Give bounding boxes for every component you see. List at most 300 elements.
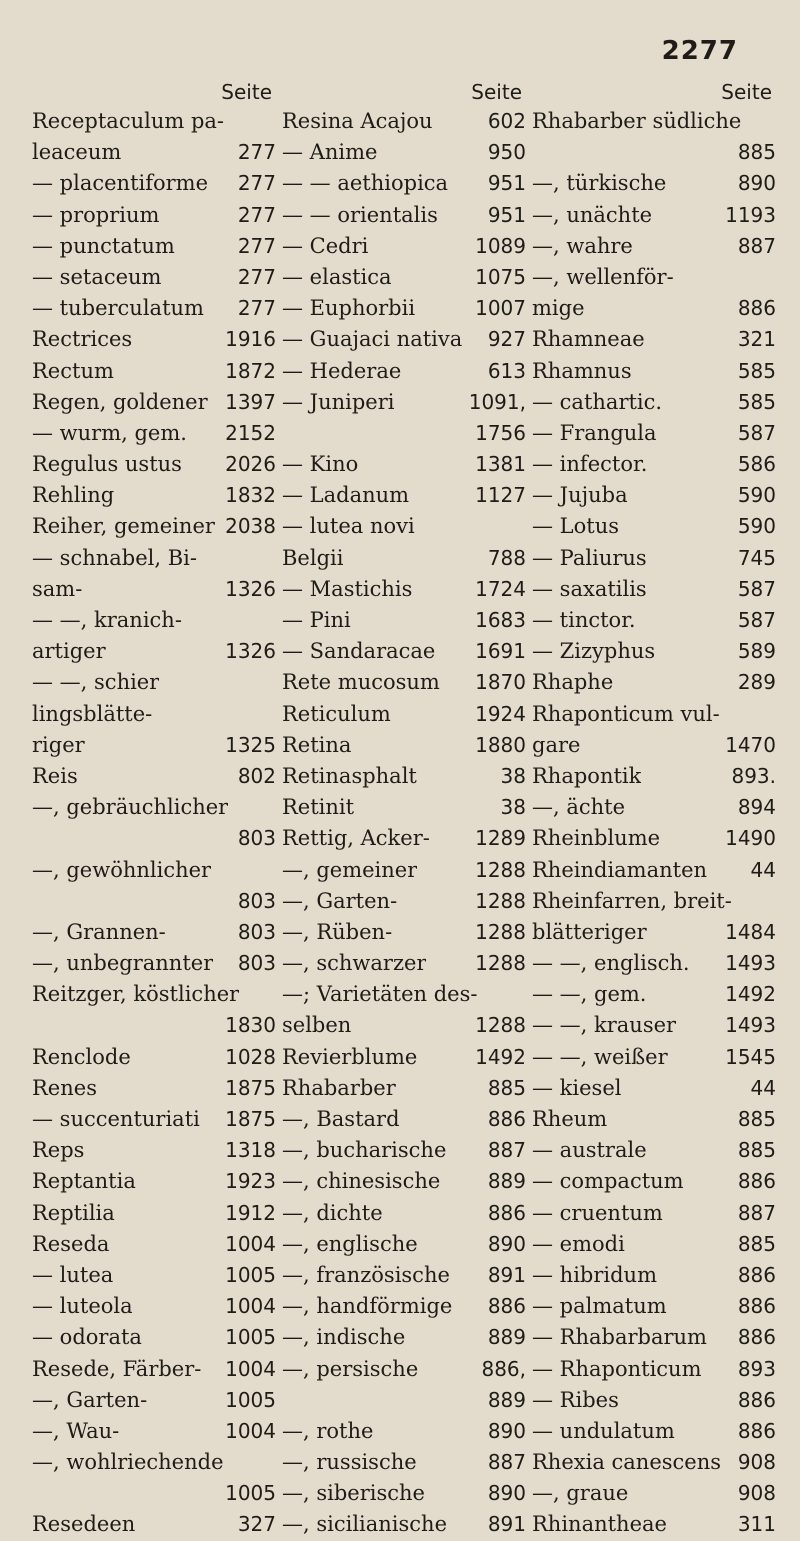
entry-term: Rhexia canescens	[532, 1450, 722, 1475]
entry-page-number: 887	[487, 1450, 526, 1475]
entry-page-number: 889	[487, 1325, 526, 1350]
entry-page-number: 803	[237, 919, 276, 944]
index-entry	[532, 886, 782, 917]
entry-page-number: 585	[737, 389, 776, 414]
entry-page-number: 1916	[225, 327, 276, 352]
index-entry	[532, 855, 782, 886]
index-entry	[532, 1104, 782, 1135]
entry-page-number: 886	[487, 1200, 526, 1225]
entry-page-number: 886	[737, 1418, 776, 1443]
entry-page-number: 886	[737, 1294, 776, 1319]
index-entry	[32, 1416, 282, 1447]
index-entry	[282, 293, 532, 324]
index-entry	[282, 792, 532, 823]
index-entry	[532, 1322, 782, 1353]
entry-term: — Rhaponticum	[532, 1356, 702, 1381]
index-entry	[32, 137, 282, 168]
index-entry	[282, 1322, 532, 1353]
entry-page-number: 885	[737, 1107, 776, 1131]
index-entry	[32, 387, 282, 418]
entry-page-number: 586	[737, 452, 776, 477]
entry-page-number: 1490	[725, 826, 776, 851]
entry-page-number: 950	[487, 140, 526, 165]
entry-term: — succenturiati	[32, 1107, 200, 1131]
entry-page-number: 1288	[475, 951, 526, 976]
entry-page-number: 1075	[475, 264, 526, 289]
entry-page-number: 803	[237, 826, 276, 851]
index-entry	[32, 168, 282, 199]
entry-page-number: 1127	[475, 483, 526, 508]
index-entry	[532, 200, 782, 231]
index-entry	[282, 886, 532, 917]
entry-page-number: 1005	[225, 1387, 276, 1412]
entry-page-number: 1193	[725, 202, 776, 227]
entry-term: Resedeen	[32, 1512, 136, 1537]
entry-term: — Lotus	[532, 514, 620, 539]
entry-term: — Frangula	[532, 420, 657, 445]
entry-term: —, persische	[282, 1356, 419, 1381]
entry-term: Regen, goldener	[32, 389, 208, 414]
index-entry	[282, 823, 532, 854]
entry-page-number: 1484	[725, 919, 776, 944]
entry-term: — elastica	[282, 264, 392, 289]
index-entry	[282, 699, 532, 730]
index-entry	[282, 418, 532, 449]
index-entry	[532, 1447, 782, 1478]
entry-term: Reis	[32, 763, 78, 788]
entry-term: selben	[282, 1013, 352, 1038]
entry-page-number: 951	[487, 171, 526, 196]
entry-page-number: 1830	[225, 1013, 276, 1038]
entry-term: —, schwarzer	[282, 951, 427, 976]
entry-term: —, Garten-	[282, 888, 398, 913]
entry-page-number: 277	[237, 296, 276, 321]
index-entry	[532, 917, 782, 948]
index-entry	[532, 605, 782, 636]
index-entry	[32, 293, 282, 324]
entry-page-number: 1005	[225, 1481, 276, 1506]
entry-term: —, gewöhnlicher	[32, 857, 212, 882]
entry-page-number: 887	[737, 233, 776, 258]
index-entry	[532, 1010, 782, 1041]
entry-page-number: 891	[487, 1512, 526, 1537]
entry-term: Renclode	[32, 1044, 131, 1069]
index-entry	[32, 449, 282, 480]
index-entry	[532, 324, 782, 355]
entry-page-number: 1089	[475, 233, 526, 258]
entry-page-number: 2026	[225, 452, 276, 477]
index-entry	[282, 1385, 532, 1416]
index-entry	[282, 636, 532, 667]
index-entry	[282, 387, 532, 418]
index-entry	[32, 1135, 282, 1166]
index-entry	[532, 231, 782, 262]
index-entry	[282, 979, 532, 1010]
entry-page-number: 890	[487, 1231, 526, 1256]
entry-term: Reps	[32, 1138, 85, 1163]
index-entry	[32, 761, 282, 792]
entry-page-number: 38	[500, 795, 526, 820]
entry-page-number: 803	[237, 951, 276, 976]
entry-page-number: 590	[737, 483, 776, 508]
entry-page-number: 613	[487, 358, 526, 383]
index-entry	[282, 730, 532, 761]
entry-term: —, unächte	[532, 202, 653, 227]
index-entry	[32, 106, 282, 137]
entry-term: —, ächte	[532, 795, 626, 820]
index-entry	[282, 1073, 532, 1104]
column-heading: Seite	[471, 80, 522, 104]
entry-term: Retina	[282, 732, 352, 757]
index-entry	[532, 511, 782, 542]
entry-page-number: 908	[737, 1450, 776, 1475]
entry-page-number: 803	[237, 888, 276, 913]
entry-page-number: 321	[737, 327, 776, 352]
index-entry	[32, 979, 282, 1010]
entry-term: — Sandaracae	[282, 639, 436, 664]
entry-page-number: 1005	[225, 1262, 276, 1287]
entry-term: Rhinantheae	[532, 1512, 667, 1537]
entry-term: —, chinesische	[282, 1169, 441, 1194]
entry-term: — hibridum	[532, 1262, 657, 1287]
index-entry	[282, 356, 532, 387]
index-entry	[282, 324, 532, 355]
page-number: 2277	[661, 36, 738, 66]
entry-page-number: 885	[487, 1075, 526, 1100]
index-entry	[282, 168, 532, 199]
entry-term: Rheum	[532, 1107, 608, 1131]
entry-term: Rhamnus	[532, 358, 632, 383]
entry-term: —, handförmige	[282, 1294, 453, 1319]
entry-term: —, sicilianische	[282, 1512, 448, 1537]
index-entry	[282, 262, 532, 293]
entry-page-number: 1326	[225, 639, 276, 664]
entry-page-number: 1492	[475, 1044, 526, 1069]
entry-term: — Jujuba	[532, 483, 628, 508]
index-entry	[532, 262, 782, 293]
entry-page-number: 1397	[225, 389, 276, 414]
entry-term: Reptantia	[32, 1169, 136, 1194]
entry-page-number: 1288	[475, 1013, 526, 1038]
entry-term: — lutea	[32, 1262, 114, 1287]
index-entry	[282, 917, 532, 948]
entry-page-number: 886	[737, 1325, 776, 1350]
entry-term: —, englische	[282, 1231, 418, 1256]
entry-term: —, indische	[282, 1325, 406, 1350]
entry-term: — cruentum	[532, 1200, 663, 1225]
entry-page-number: 589	[737, 639, 776, 664]
index-entry	[532, 1073, 782, 1104]
entry-page-number: 885	[737, 1138, 776, 1163]
index-entry	[282, 1416, 532, 1447]
entry-page-number: 44	[750, 857, 776, 882]
index-entry	[282, 948, 532, 979]
entry-term: gare	[532, 732, 581, 757]
entry-term: — setaceum	[32, 264, 162, 289]
index-entry	[32, 1229, 282, 1260]
entry-term: — Guajaci nativa	[282, 327, 463, 352]
entry-term: — saxatilis	[532, 576, 647, 601]
index-entry	[32, 1291, 282, 1322]
entry-page-number: 2038	[225, 514, 276, 539]
index-entry	[282, 106, 532, 137]
index-entry	[32, 1198, 282, 1229]
index-entry	[32, 324, 282, 355]
entry-page-number: 277	[237, 264, 276, 289]
entry-term: Rehling	[32, 483, 115, 508]
entry-term: — —, gem.	[532, 982, 647, 1007]
index-entry	[532, 792, 782, 823]
entry-term: — Euphorbii	[282, 296, 416, 321]
entry-page-number: 889	[487, 1169, 526, 1194]
entry-page-number: 327	[237, 1512, 276, 1537]
entry-term: — — aethiopica	[282, 171, 449, 196]
entry-term: Reticulum	[282, 701, 391, 726]
entry-term: — australe	[532, 1138, 647, 1163]
index-entry	[32, 1447, 282, 1478]
entry-term: —, Rüben-	[282, 919, 393, 944]
entry-page-number: 1691	[475, 639, 526, 664]
entry-page-number: 1028	[225, 1044, 276, 1069]
entry-page-number: 1007	[475, 296, 526, 321]
index-entry	[282, 1447, 532, 1478]
index-entry	[282, 667, 532, 698]
entry-term: — emodi	[532, 1231, 625, 1256]
index-entry	[532, 1229, 782, 1260]
index-entry	[32, 200, 282, 231]
index-entry	[282, 1260, 532, 1291]
entry-term: — wurm, gem.	[32, 420, 187, 445]
index-entry	[532, 387, 782, 418]
index-entry	[282, 1478, 532, 1509]
index-entry	[32, 636, 282, 667]
entry-page-number: 587	[737, 420, 776, 445]
index-entry	[32, 418, 282, 449]
entry-term: — Pini	[282, 608, 351, 632]
entry-term: —, wellenför-	[532, 264, 674, 289]
entry-page-number: 44	[750, 1075, 776, 1100]
entry-page-number: 1492	[725, 982, 776, 1007]
index-entry	[32, 1322, 282, 1353]
index-entry	[32, 605, 282, 636]
index-entry	[282, 231, 532, 262]
index-entry	[32, 948, 282, 979]
entry-page-number: 745	[737, 545, 776, 570]
entry-page-number: 1545	[725, 1044, 776, 1069]
entry-term: — infector.	[532, 452, 648, 477]
column-heading: Seite	[221, 80, 272, 104]
index-entry	[32, 1073, 282, 1104]
entry-term: leaceum	[32, 140, 122, 165]
index-entry	[532, 1042, 782, 1073]
index-entry	[32, 543, 282, 574]
entry-page-number: 908	[737, 1481, 776, 1506]
entry-page-number: 802	[237, 763, 276, 788]
entry-page-number: 1381	[475, 452, 526, 477]
index-entry	[282, 761, 532, 792]
index-entry	[282, 480, 532, 511]
index-entry	[32, 356, 282, 387]
entry-term: —, Bastard	[282, 1107, 400, 1131]
entry-page-number: 1912	[225, 1200, 276, 1225]
entry-page-number: 587	[737, 576, 776, 601]
index-entry	[532, 1166, 782, 1197]
index-columns	[32, 78, 784, 1541]
index-entry	[282, 1198, 532, 1229]
entry-page-number: 1724	[475, 576, 526, 601]
entry-page-number: 788	[487, 545, 526, 570]
entry-page-number: 1004	[225, 1294, 276, 1319]
entry-page-number: 1004	[225, 1418, 276, 1443]
entry-page-number: 1004	[225, 1231, 276, 1256]
entry-page-number: 1872	[225, 358, 276, 383]
entry-term: Regulus ustus	[32, 452, 182, 477]
entry-page-number: 886	[737, 296, 776, 321]
index-entry	[532, 1354, 782, 1385]
entry-term: Rhaphe	[532, 670, 614, 695]
index-entry	[532, 418, 782, 449]
index-entry	[282, 1509, 532, 1540]
entry-term: —, wahre	[532, 233, 633, 258]
entry-term: Belgii	[282, 545, 344, 570]
entry-term: Rhabarber südliche	[532, 109, 742, 133]
index-entry	[32, 1385, 282, 1416]
index-entry	[32, 480, 282, 511]
entry-page-number: 277	[237, 140, 276, 165]
index-entry	[32, 1042, 282, 1073]
entry-page-number: 886	[737, 1169, 776, 1194]
index-entry	[532, 574, 782, 605]
index-entry	[532, 1416, 782, 1447]
entry-term: — Kino	[282, 452, 359, 477]
entry-page-number: 1091,	[468, 389, 526, 414]
index-entry	[32, 917, 282, 948]
entry-page-number: 1325	[225, 732, 276, 757]
index-entry	[282, 1104, 532, 1135]
entry-page-number: 927	[487, 327, 526, 352]
index-entry	[532, 1198, 782, 1229]
entry-page-number: 894	[737, 795, 776, 820]
index-entry	[532, 636, 782, 667]
entry-term: riger	[32, 732, 85, 757]
entry-term: Rete mucosum	[282, 670, 440, 695]
entry-term: — Zizyphus	[532, 639, 656, 664]
index-entry	[32, 730, 282, 761]
index-entry	[32, 1354, 282, 1385]
entry-term: — palmatum	[532, 1294, 667, 1319]
entry-page-number: 38	[500, 763, 526, 788]
index-entry	[32, 1166, 282, 1197]
entry-term: — schnabel, Bi-	[32, 545, 197, 570]
entry-term: — —, kranich-	[32, 608, 182, 632]
entry-term: —, gemeiner	[282, 857, 418, 882]
column-heading: Seite	[721, 80, 772, 104]
entry-page-number: 277	[237, 171, 276, 196]
entry-page-number: 1493	[725, 951, 776, 976]
entry-term: — kiesel	[532, 1075, 622, 1100]
index-entry	[532, 168, 782, 199]
index-entry	[32, 699, 282, 730]
index-entry	[282, 1166, 532, 1197]
index-entry	[532, 1135, 782, 1166]
entry-page-number: 2152	[225, 420, 276, 445]
entry-term: — —, krauser	[532, 1013, 677, 1038]
entry-term: — —, schier	[32, 670, 160, 695]
index-entry	[282, 1042, 532, 1073]
entry-term: —, unbegrannter	[32, 951, 214, 976]
entry-term: — undulatum	[532, 1418, 675, 1443]
index-entry	[32, 1260, 282, 1291]
entry-page-number: 277	[237, 233, 276, 258]
index-column-1	[32, 78, 282, 1541]
entry-page-number: 889	[487, 1387, 526, 1412]
entry-term: — tinctor.	[532, 608, 636, 632]
entry-term: — Mastichis	[282, 576, 413, 601]
entry-term: Rectum	[32, 358, 114, 383]
entry-term: —, rothe	[282, 1418, 374, 1443]
entry-term: Resede, Färber-	[32, 1356, 202, 1381]
entry-term: Reitzger, köstlicher	[32, 982, 240, 1007]
entry-page-number: 1683	[475, 608, 526, 632]
index-entry	[32, 823, 282, 854]
entry-page-number: 1288	[475, 888, 526, 913]
index-entry	[532, 293, 782, 324]
entry-page-number: 1470	[725, 732, 776, 757]
entry-page-number: 1875	[225, 1075, 276, 1100]
entry-term: Reiher, gemeiner	[32, 514, 215, 539]
index-entry	[32, 1509, 282, 1540]
entry-page-number: 890	[487, 1481, 526, 1506]
index-column-2	[282, 78, 532, 1541]
entry-page-number: 887	[737, 1200, 776, 1225]
index-entry	[32, 231, 282, 262]
entry-term: Rectrices	[32, 327, 133, 352]
index-entry	[282, 543, 532, 574]
index-entry	[282, 137, 532, 168]
entry-term: — cathartic.	[532, 389, 663, 414]
index-entry	[532, 356, 782, 387]
entry-page-number: 887	[487, 1138, 526, 1163]
entry-term: —, Garten-	[32, 1387, 148, 1412]
entry-term: blätteriger	[532, 919, 647, 944]
entry-page-number: 1875	[225, 1107, 276, 1131]
entry-term: Rheindiamanten	[532, 857, 708, 882]
entry-term: —, graue	[532, 1481, 629, 1506]
entry-term: —, bucharische	[282, 1138, 447, 1163]
index-entry	[532, 1385, 782, 1416]
index-entry	[32, 855, 282, 886]
entry-term: — placentiforme	[32, 171, 209, 196]
entry-page-number: 1326	[225, 576, 276, 601]
entry-term: mige	[532, 296, 585, 321]
entry-term: — lutea novi	[282, 514, 415, 539]
entry-page-number: 893	[737, 1356, 776, 1381]
entry-page-number: 1493	[725, 1013, 776, 1038]
entry-page-number: 886	[737, 1262, 776, 1287]
entry-term: —, französische	[282, 1262, 450, 1287]
entry-page-number: 1924	[475, 701, 526, 726]
entry-page-number: 277	[237, 202, 276, 227]
index-entry	[532, 1260, 782, 1291]
entry-page-number: 585	[737, 358, 776, 383]
index-entry	[282, 200, 532, 231]
index-entry	[532, 1478, 782, 1509]
entry-page-number: 1004	[225, 1356, 276, 1381]
entry-page-number: 1289	[475, 826, 526, 851]
entry-page-number: 1832	[225, 483, 276, 508]
entry-page-number: 1288	[475, 857, 526, 882]
entry-term: Rhabarber	[282, 1075, 396, 1100]
